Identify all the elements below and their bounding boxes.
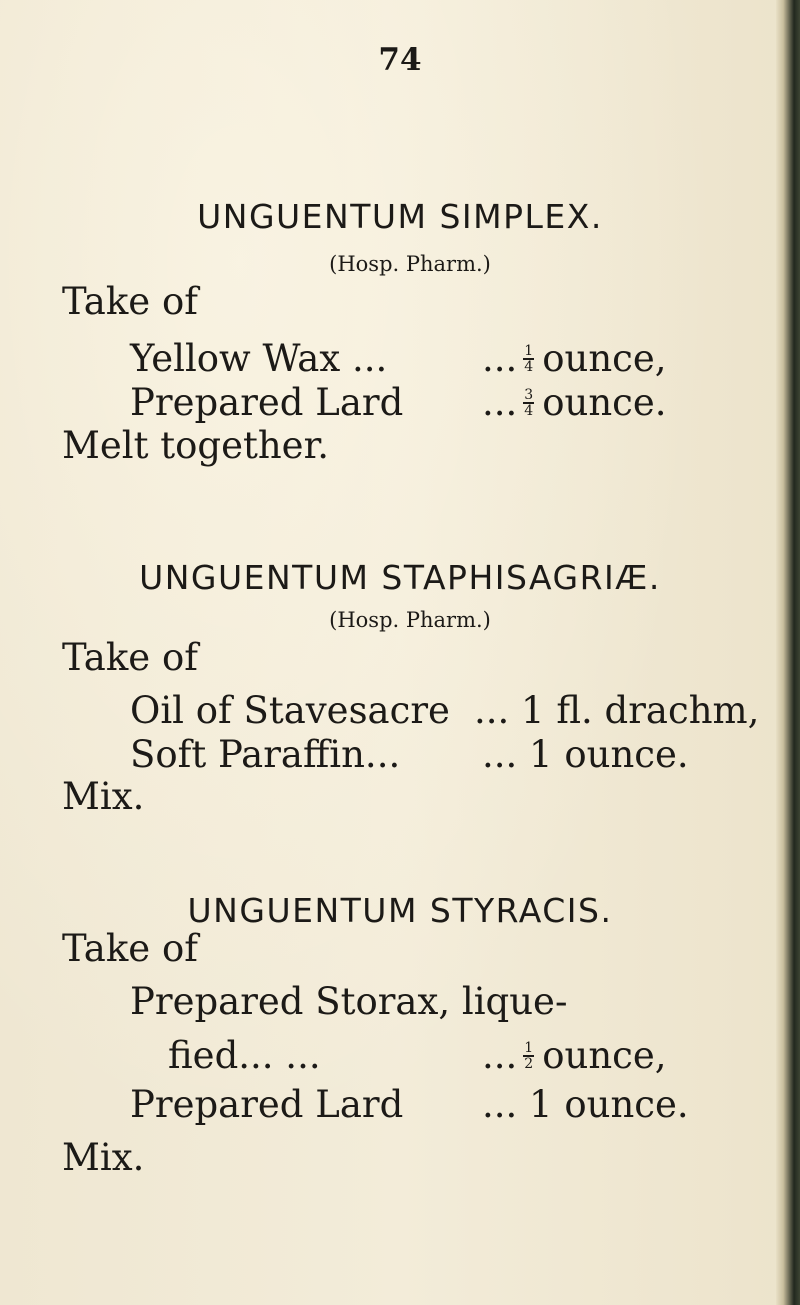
recipe-instruction: Melt together. (62, 424, 329, 467)
recipe-title: UNGUENTUM SIMPLEX. (197, 197, 603, 236)
ingredient-name: Prepared Lard (130, 1083, 404, 1126)
ingredient-amount (482, 1034, 667, 1077)
ingredient-name: Soft Paraffin... (130, 733, 401, 776)
ingredient-name: Prepared Storax, lique- (130, 980, 568, 1023)
ingredient-amount (482, 381, 667, 424)
take-of-label: Take of (62, 280, 198, 323)
amount-unit: ounce. (542, 381, 667, 424)
fraction-denominator: 2 (524, 1055, 534, 1072)
fraction-denominator: 4 (524, 402, 534, 419)
amount-dots: ... (482, 337, 518, 380)
recipe-source: (Hosp. Pharm.) (329, 608, 491, 632)
recipe-title: UNGUENTUM STAPHISAGRIÆ. (139, 558, 661, 597)
fraction (523, 1041, 534, 1071)
page-edge (776, 0, 800, 1305)
fraction (523, 388, 534, 418)
amount-dots: ... (482, 1034, 518, 1077)
fraction-denominator: 4 (524, 358, 534, 375)
take-of-label: Take of (62, 927, 198, 970)
page-number: 74 (378, 42, 422, 78)
take-of-label: Take of (62, 636, 198, 679)
fraction-numerator: 1 (524, 342, 534, 359)
recipe-title: UNGUENTUM STYRACIS. (187, 891, 613, 930)
fraction-numerator: 3 (524, 386, 534, 403)
ingredient-amount: ... 1 ounce. (482, 1083, 689, 1126)
fraction (523, 344, 534, 374)
ingredient-name: Oil of Stavesacre (130, 689, 450, 732)
recipe-instruction: Mix. (62, 775, 145, 818)
ingredient-name: fied... ... (168, 1034, 321, 1077)
ingredient-name: Prepared Lard (130, 381, 404, 424)
recipe-source: (Hosp. Pharm.) (329, 252, 491, 276)
ingredient-amount: ... 1 ounce. (482, 733, 689, 776)
amount-unit: ounce, (542, 337, 667, 380)
amount-dots: ... (482, 381, 518, 424)
fraction-numerator: 1 (524, 1039, 534, 1056)
ingredient-amount: ... 1 fl. drachm, (474, 689, 760, 732)
amount-unit: ounce, (542, 1034, 667, 1077)
recipe-instruction: Mix. (62, 1136, 145, 1179)
ingredient-amount (482, 337, 667, 380)
ingredient-name: Yellow Wax ... (130, 337, 388, 380)
